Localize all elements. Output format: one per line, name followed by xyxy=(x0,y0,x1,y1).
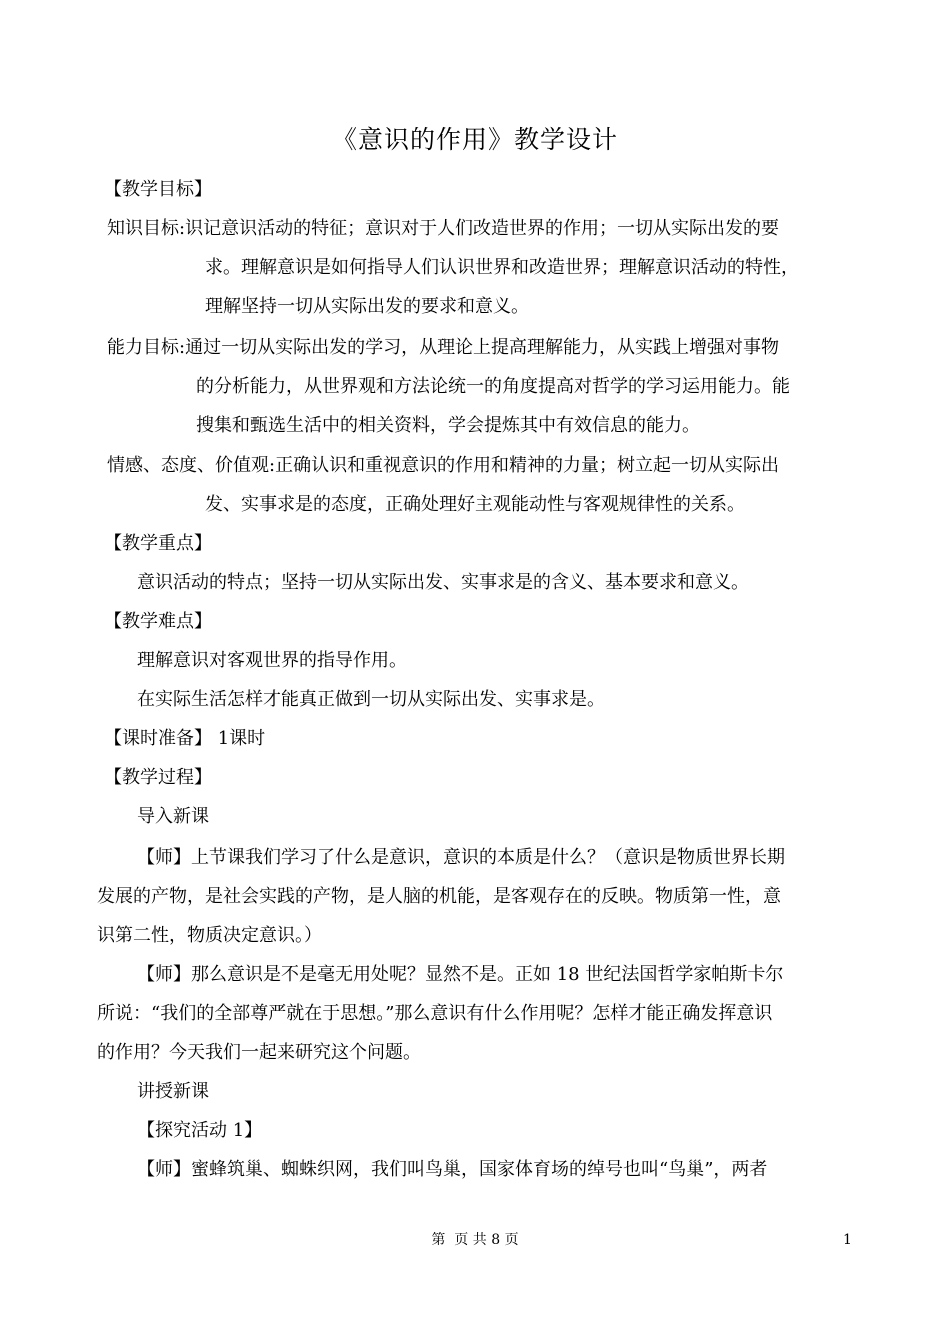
paragraph-line: 的作用？今天我们一起来研究这个问题。 xyxy=(97,1042,421,1063)
paragraph-line: 【师】那么意识是不是毫无用处呢？显然不是。正如 18 世纪法国哲学家帕斯卡尔 xyxy=(137,964,784,985)
paragraph-line: 发、实事求是的态度，正确处理好主观能动性与客观规律性的关系。 xyxy=(205,494,745,515)
paragraph-line: 理解意识对客观世界的指导作用。 xyxy=(137,650,407,671)
paragraph-line: 的分析能力，从世界观和方法论统一的角度提高对哲学的学习运用能力。能 xyxy=(196,376,790,397)
paragraph-line: 意识活动的特点；坚持一切从实际出发、实事求是的含义、基本要求和意义。 xyxy=(137,572,749,593)
paragraph-line: 理解坚持一切从实际出发的要求和意义。 xyxy=(205,296,529,317)
paragraph-line: 在实际生活怎样才能真正做到一切从实际出发、实事求是。 xyxy=(137,689,605,710)
paragraph-line: 【师】蜜蜂筑巢、蜘蛛织网，我们叫鸟巢，国家体育场的绰号也叫“鸟巢”，两者 xyxy=(137,1159,768,1180)
paragraph-line: 所说：“我们的全部尊严就在于思想。”那么意识有什么作用呢？怎样才能正确发挥意识 xyxy=(97,1003,773,1024)
section-heading-class-hours: 【课时准备】 1课时 xyxy=(104,728,266,749)
paragraph-line: 发展的产物，是社会实践的产物，是人脑的机能，是客观存在的反映。物质第一性，意 xyxy=(97,886,781,907)
section-heading-process: 【教学过程】 xyxy=(104,767,212,788)
paragraph-line: 搜集和甄选生活中的相关资料，学会提炼其中有效信息的能力。 xyxy=(196,415,700,436)
section-heading-key-points: 【教学重点】 xyxy=(104,533,212,554)
page-number: 1 xyxy=(843,1232,852,1248)
page-footer: 第 页 共 8 页 xyxy=(431,1232,519,1248)
paragraph-line: 【师】上节课我们学习了什么是意识，意识的本质是什么？（意识是物质世界长期 xyxy=(137,847,785,868)
paragraph-line: 识第二性，物质决定意识。） xyxy=(97,925,322,946)
paragraph-line: 【探究活动 1】 xyxy=(137,1120,263,1141)
page-title: 《意识的作用》教学设计 xyxy=(331,125,618,154)
paragraph-line: 导入新课 xyxy=(137,806,209,827)
paragraph-line: 求。理解意识是如何指导人们认识世界和改造世界；理解意识活动的特性， xyxy=(205,257,799,278)
paragraph-line: 情感、态度、价值观:正确认识和重视意识的作用和精神的力量；树立起一切从实际出 xyxy=(107,455,780,476)
section-heading-difficulties: 【教学难点】 xyxy=(104,611,212,632)
paragraph-line: 讲授新课 xyxy=(137,1081,209,1102)
paragraph-line: 能力目标:通过一切从实际出发的学习，从理论上提高理解能力，从实践上增强对事物 xyxy=(107,337,780,358)
section-heading-goals: 【教学目标】 xyxy=(104,179,212,200)
paragraph-line: 知识目标:识记意识活动的特征；意识对于人们改造世界的作用；一切从实际出发的要 xyxy=(107,218,780,239)
